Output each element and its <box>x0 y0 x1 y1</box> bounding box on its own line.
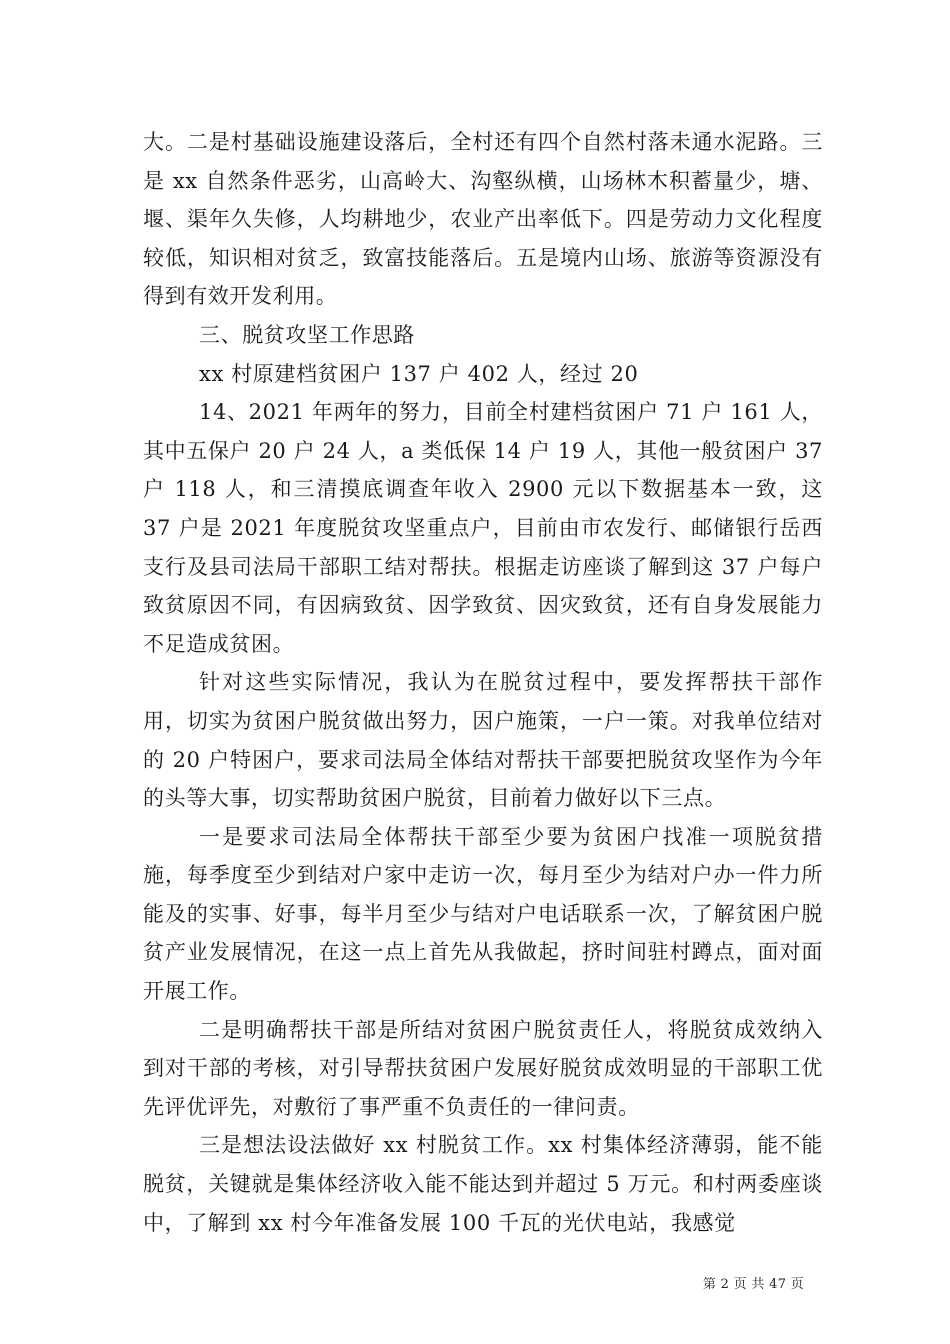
section-heading: 三、脱贫攻坚工作思路 <box>199 322 415 347</box>
paragraph-point-one: 一是要求司法局全体帮扶干部至少要为贫困户找准一项脱贫措施，每季度至少到结对户家中走访一次，每月至少为结对户办一件力所能及的实事、好事，每半月至少与结对户电话联系一次，了解贫困户脱贫产业发展情况，在这一点上首先从我做起，挤时间驻村蹲点，面对面开展工作。 <box>143 824 823 1004</box>
page-number-footer: 第 2 页 共 47 页 <box>702 1277 804 1292</box>
paragraph-poverty-intro: xx 村原建档贫困户 137 户 402 人，经过 20 <box>199 361 639 386</box>
paragraph-approach: 针对这些实际情况，我认为在脱贫过程中，要发挥帮扶干部作用，切实为贫困户脱贫做出努力，因户施策，一户一策。对我单位结对的 20 户特困户，要求司法局全体结对帮扶干部要把脱贫攻坚作为今年的头等大事，切实帮助贫困户脱贫，目前着力做好以下三点。 <box>143 670 823 811</box>
paragraph-continuation: 大。二是村基础设施建设落后，全村还有四个自然村落未通水泥路。三是 xx 自然条件恶劣，山高岭大、沟壑纵横，山场林木积蓄量少，塘、堰、渠年久失修，人均耕地少，农业产出率低下。四是劳动力文化程度较低，知识相对贫乏，致富技能落后。五是境内山场、旅游等资源没有得到有效开发利用。 <box>143 130 823 309</box>
paragraph-poverty-stats: 14、2021 年两年的努力，目前全村建档贫困户 71 户 161 人，其中五保户 20 户 24 人，a 类低保 14 户 19 人，其他一般贫困户 37 户 118 人，和三清摸底调查年收入 2900 元以下数据基本一致，这 37 户是 2021 年度脱贫攻坚重点户，目前由市农发行、邮储银行岳西支行及县司法局干部职工结对帮扶。根据走访座谈了解到这 37 户每户致贫原因不同，有因病致贫、因学致贫、因灾致贫，还有自身发展能力不足造成贫困。 <box>143 400 823 656</box>
paragraph-point-three: 三是想法设法做好 xx 村脱贫工作。xx 村集体经济薄弱，能不能脱贫，关键就是集体经济收入能不能达到并超过 5 万元。和村两委座谈中，了解到 xx 村今年准备发展 100 千瓦的光伏电站，我感觉 <box>143 1133 823 1235</box>
paragraph-point-two: 二是明确帮扶干部是所结对贫困户脱贫责任人，将脱贫成效纳入到对干部的考核，对引导帮扶贫困户发展好脱贫成效明显的干部职工优先评优评先，对敷衍了事严重不负责任的一律问责。 <box>143 1017 823 1119</box>
document-body <box>143 123 823 1242</box>
